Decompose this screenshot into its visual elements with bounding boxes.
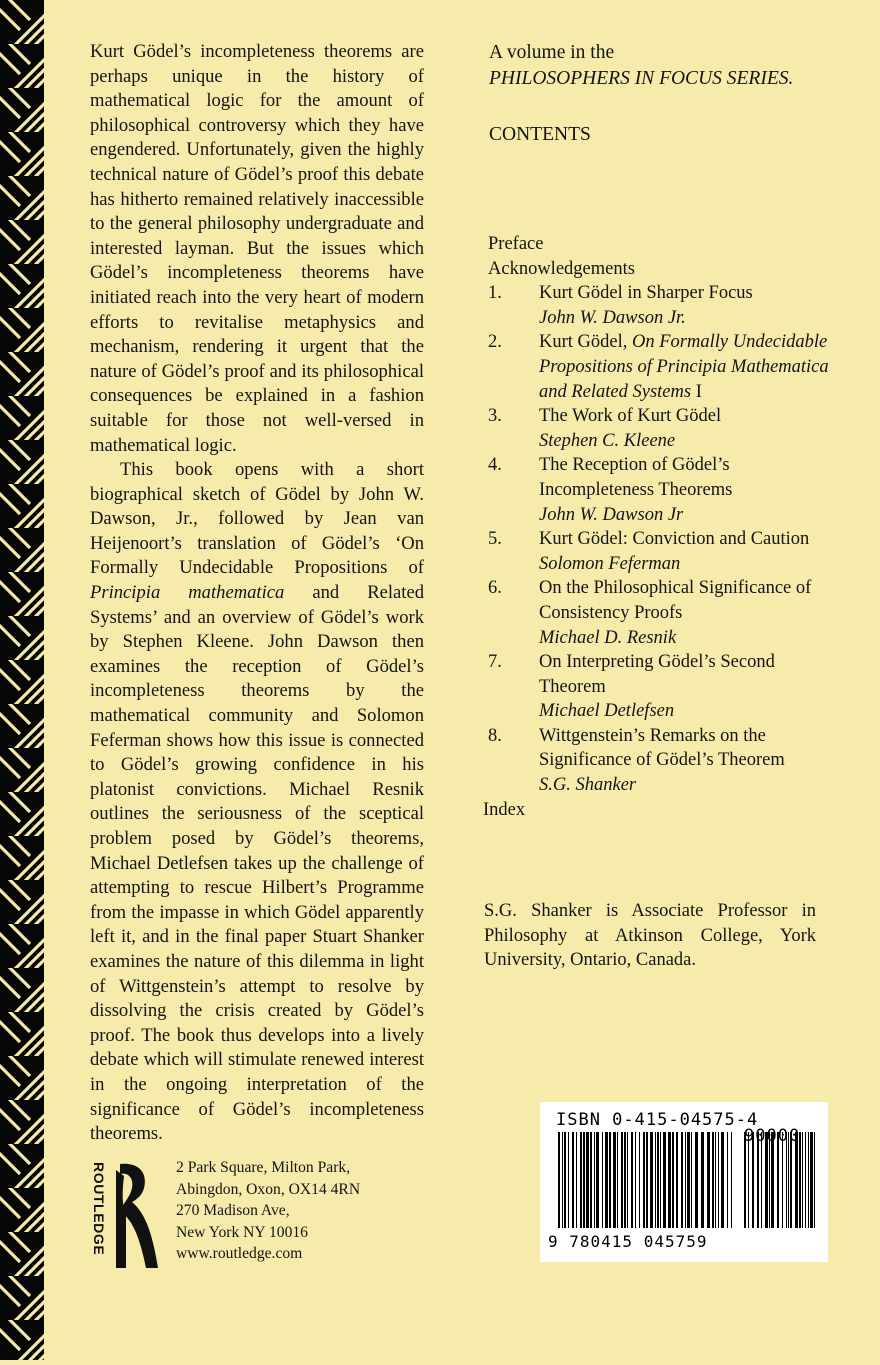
toc-index: Index xyxy=(483,799,526,820)
toc-entry-title: The Work of Kurt Gödel xyxy=(539,406,722,427)
barcode-bar xyxy=(613,1132,616,1228)
toc-entry-author: Michael Detlefsen xyxy=(539,701,675,722)
toc-entry-author: Solomon Feferman xyxy=(539,553,681,574)
toc-entry xyxy=(488,576,833,650)
toc-entry xyxy=(488,724,833,798)
series-info xyxy=(489,40,829,148)
barcode-bar xyxy=(727,1132,728,1228)
barcode-bar xyxy=(639,1132,640,1228)
addon-barcode-bar xyxy=(808,1132,809,1228)
barcode-bar xyxy=(605,1132,608,1228)
addon-barcode-bar xyxy=(802,1132,803,1228)
table-of-contents xyxy=(483,232,833,822)
barcode-bar xyxy=(621,1132,623,1228)
address-line: New York NY 10016 xyxy=(176,1223,308,1241)
addon-barcode-bar xyxy=(799,1132,801,1228)
ean-number: 9 780415 045759 xyxy=(548,1232,708,1251)
barcode-bar xyxy=(695,1132,698,1228)
barcode-bar xyxy=(718,1132,719,1228)
toc-entry-author: John W. Dawson Jr. xyxy=(539,307,686,328)
barcode-bar xyxy=(707,1132,710,1228)
barcode-bar xyxy=(687,1132,690,1228)
barcode-bar xyxy=(576,1132,577,1228)
contents-heading: CONTENTS xyxy=(489,124,591,145)
addon-barcode-bar xyxy=(795,1132,798,1228)
barcode-bar xyxy=(586,1132,589,1228)
addon-barcode-bar xyxy=(744,1132,746,1228)
addon-barcode-bar xyxy=(786,1132,787,1228)
barcode-bar xyxy=(655,1132,656,1228)
toc-entry xyxy=(488,650,833,724)
barcode-bar xyxy=(564,1132,566,1228)
barcode-bar xyxy=(676,1132,678,1228)
routledge-logo xyxy=(86,1156,166,1276)
toc-acknowledgements: Acknowledgements xyxy=(488,258,635,279)
addon-barcode-bar xyxy=(752,1132,754,1228)
addon-barcode-bar xyxy=(769,1132,770,1228)
toc-entry-author: Stephen C. Kleene xyxy=(539,430,676,451)
address-line: 270 Madison Ave, xyxy=(176,1202,290,1220)
addon-barcode-bar xyxy=(788,1132,789,1228)
barcode-bar xyxy=(635,1132,636,1228)
barcode-bar xyxy=(657,1132,659,1228)
addon-barcode-bar xyxy=(757,1132,759,1228)
barcode-bar xyxy=(712,1132,714,1228)
address-line: Abingdon, Oxon, OX14 4RN xyxy=(176,1180,361,1198)
barcode-bar xyxy=(731,1132,732,1228)
toc-preface: Preface xyxy=(488,234,544,254)
barcode-bar xyxy=(580,1132,582,1228)
addon-barcode-bar xyxy=(748,1132,749,1228)
barcode-bar xyxy=(691,1132,692,1228)
barcode-bar xyxy=(617,1132,618,1228)
addon-barcode-bar xyxy=(810,1132,813,1228)
publisher-logo-text: ROUTLEDGE xyxy=(91,1162,107,1256)
author-bio: S.G. Shanker is Associate Professor in Philosophy at Atkinson College, York University, Ontario, Canada. xyxy=(484,901,816,971)
logo-stem-shape xyxy=(116,1170,126,1268)
toc-entry-number: 6. xyxy=(488,578,502,599)
toc-entry xyxy=(488,453,833,527)
barcode-bar xyxy=(568,1132,569,1228)
series-intro: A volume in the xyxy=(489,42,615,63)
isbn-number: ISBN 0-415-04575-4 xyxy=(556,1110,759,1130)
barcode-bar xyxy=(646,1132,648,1228)
barcode-bar xyxy=(721,1132,724,1228)
toc-entry-title: Kurt Gödel: Conviction and Caution xyxy=(539,529,810,550)
addon-barcode-bar xyxy=(790,1132,792,1228)
barcode-bar xyxy=(572,1132,574,1228)
barcode-bar xyxy=(558,1132,560,1228)
toc-entry-title: The Reception of Gödel’s Incompleteness Theorems xyxy=(539,455,733,500)
addon-barcode-bar xyxy=(777,1132,779,1228)
addon-barcode-bar xyxy=(765,1132,768,1228)
toc-entry-number: 8. xyxy=(488,725,502,746)
barcode-bar xyxy=(672,1132,674,1228)
barcode-bar xyxy=(631,1132,633,1228)
toc-entry xyxy=(488,527,833,576)
toc-entry-title: Kurt Gödel, On Formally Undecidable Propositions of Principia Mathematica and Related Systems I xyxy=(539,332,829,402)
toc-entry xyxy=(488,404,833,453)
toc-entry-title: Wittgenstein’s Remarks on the Significance of Gödel’s Theorem xyxy=(539,725,785,771)
barcode-bar xyxy=(681,1132,683,1228)
toc-entry-number: 3. xyxy=(488,406,502,427)
barcode-bar xyxy=(701,1132,704,1228)
addon-barcode-bar xyxy=(805,1132,806,1228)
publisher-website: www.routledge.com xyxy=(176,1245,303,1263)
address-line: 2 Park Square, Milton Park, xyxy=(176,1159,351,1176)
barcode-bar xyxy=(583,1132,585,1228)
barcode-bar xyxy=(562,1132,563,1228)
barcode-bar xyxy=(596,1132,599,1228)
toc-entry-title: On the Philosophical Significance of Consistency Proofs xyxy=(539,578,812,623)
blurb-paragraph-1: Kurt Gödel’s incompleteness theorems are perhaps unique in the history of mathematical logic for the amount of philosophical controversy which they have engendered. Unfortunately, given the highly technical nature of Gödel’s proof this debate has hitherto remained relatively inaccessible to the general philosophy undergraduate and interested layman. But the issues which Gödel’s incompleteness theorems have initiated reach into the very heart of modern efforts to revitalise metaphysics and mechanism, rendering it urgent that the nature of Gödel’s proof and its philosophical consequences be explained in a fashion suitable for those not well-versed in mathematical logic. xyxy=(90,41,424,456)
publisher-address xyxy=(176,1157,360,1265)
isbn-barcode xyxy=(540,1102,828,1262)
decorative-border xyxy=(0,0,44,1360)
principia-title: Principia mathematica xyxy=(90,582,285,604)
toc-entry-author: Michael D. Resnik xyxy=(539,627,677,648)
barcode-bar xyxy=(685,1132,686,1228)
barcode-bar xyxy=(650,1132,653,1228)
toc-entry xyxy=(488,330,833,404)
toc-entry-number: 4. xyxy=(488,455,502,476)
barcode-bar xyxy=(715,1132,716,1228)
diagonal-pattern-graphic xyxy=(0,0,44,1360)
back-cover-blurb xyxy=(90,40,424,1147)
barcode-bar xyxy=(663,1132,666,1228)
toc-entry-title: On Interpreting Gödel’s Second Theorem xyxy=(539,652,775,697)
toc-entry-number: 5. xyxy=(488,529,502,550)
toc-entry-number: 7. xyxy=(488,652,502,673)
toc-entry-author: John W. Dawson Jr xyxy=(539,504,684,525)
barcode-bar xyxy=(590,1132,592,1228)
barcode-bar xyxy=(602,1132,603,1228)
toc-entry xyxy=(488,281,833,330)
toc-entry-number: 1. xyxy=(488,283,502,304)
addon-barcode-bar xyxy=(814,1132,815,1228)
blurb-paragraph-2: This book opens with a short biographical sketch of Gödel by John W. Dawson, Jr., followed by Jean van Heijenoort’s translation of Gödel’s ‘On Formally Undecidable Propositions of Principia mathematica and Related Systems’ and an overview of Gödel’s work by Stephen Kleene. John Dawson then examines the reception of Gödel’s incompleteness theorems by the mathematical community and Solomon Feferman shows how this issue is connected to Gödel’s growing confidence in his platonist convictions. Michael Resnik outlines the seriousness of the sceptical problem posed by Gödel’s theorems, Michael Detlefsen takes up the challenge of attempting to rescue Hilbert’s Programme from the impasse in which Gödel apparently left it, and in the final paper Stuart Shanker examines the nature of this dilemma in light of Wittgenstein’s attempt to resolve by dissolving the crisis created by Gödel’s proof. The book thus develops into a lively debate which will stimulate renewed interest in the ongoing interpretation of the significance of Gödel’s incompleteness theorems. xyxy=(90,459,424,1145)
addon-barcode-bar xyxy=(782,1132,783,1228)
barcode-bars-graphic xyxy=(548,1132,820,1232)
barcode-bar xyxy=(594,1132,595,1228)
toc-entry-number: 2. xyxy=(488,332,502,353)
barcode-bar xyxy=(609,1132,611,1228)
barcode-bar xyxy=(660,1132,661,1228)
barcode-bar xyxy=(668,1132,671,1228)
toc-entry-title: Kurt Gödel in Sharper Focus xyxy=(539,283,753,304)
addon-barcode-bar xyxy=(771,1132,774,1228)
addon-barcode-bar xyxy=(761,1132,762,1228)
series-name: PHILOSOPHERS IN FOCUS SERIES. xyxy=(489,68,794,89)
barcode-bar xyxy=(643,1132,645,1228)
barcode-bar xyxy=(624,1132,626,1228)
barcode-bar xyxy=(627,1132,628,1228)
toc-entry-author: S.G. Shanker xyxy=(539,775,637,796)
